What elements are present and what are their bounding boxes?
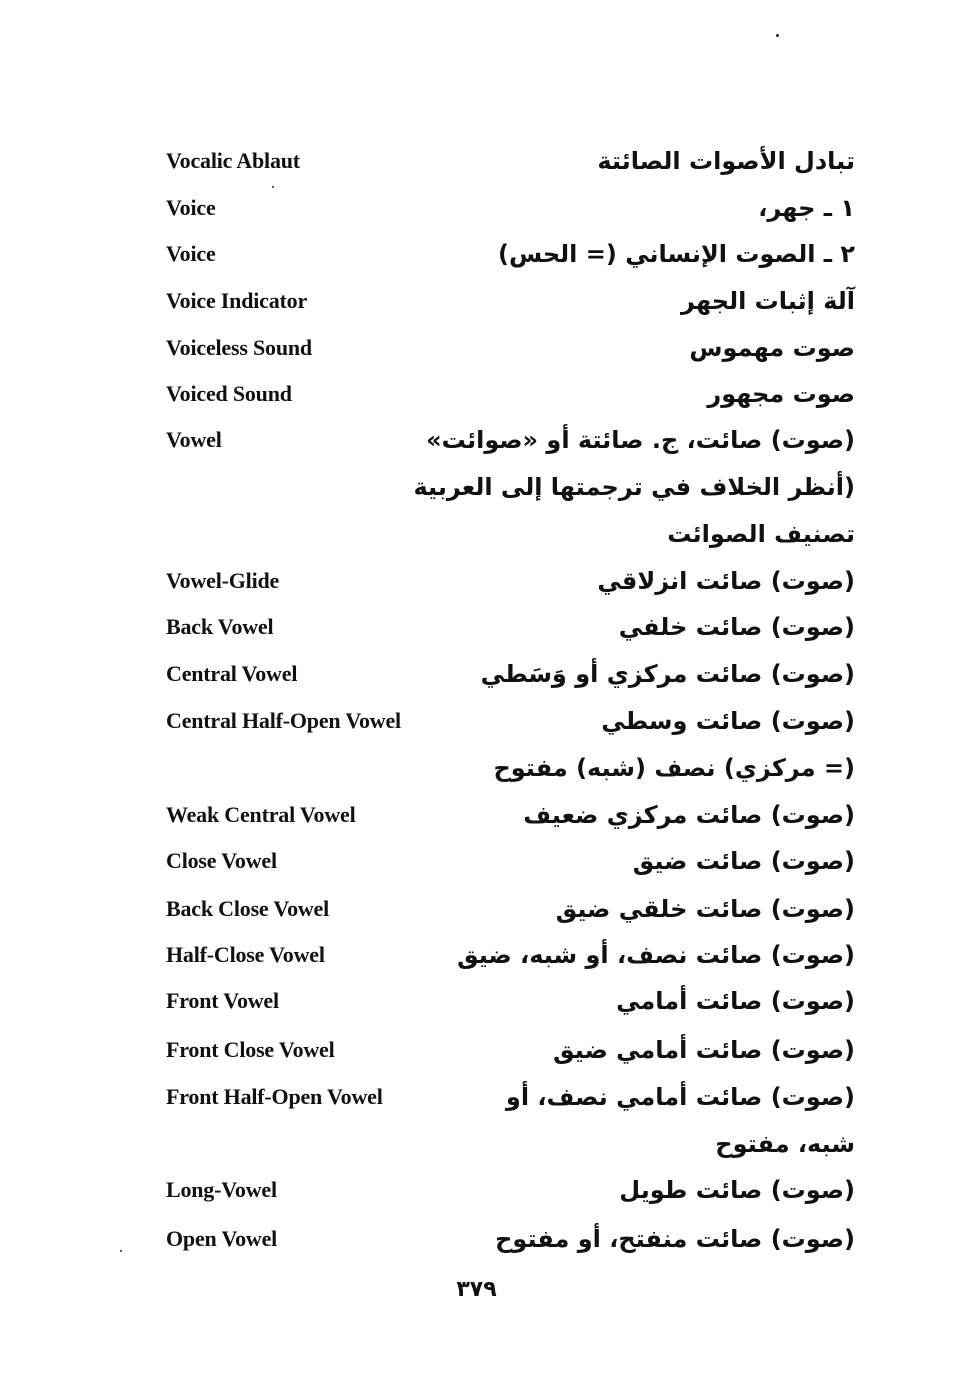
english-term: Long-Vowel bbox=[166, 1177, 277, 1202]
entry-row bbox=[0, 566, 953, 606]
entry-row bbox=[0, 940, 953, 980]
english-term: Vowel bbox=[166, 427, 222, 452]
arabic-translation: (= مركزي) نصف (شبه) مفتوح bbox=[493, 754, 855, 782]
arabic-translation: صوت مجهور bbox=[707, 380, 855, 408]
entry-row bbox=[0, 239, 953, 279]
arabic-translation: ١ ـ جهر، bbox=[758, 194, 855, 222]
arabic-translation: (صوت) صائت مركزي أو وَسَطي bbox=[480, 660, 855, 688]
english-term: Voiced Sound bbox=[166, 381, 292, 406]
arabic-translation: (صوت) صائت، ج. صائتة أو «صوائت» bbox=[426, 426, 855, 454]
english-term: Voice bbox=[166, 195, 216, 220]
arabic-translation: (صوت) صائت طويل bbox=[619, 1176, 855, 1204]
arabic-translation: (صوت) صائت وسطي bbox=[601, 707, 855, 735]
entry-row bbox=[0, 146, 953, 186]
entry-row bbox=[0, 986, 953, 1026]
entry-row bbox=[0, 1129, 953, 1169]
arabic-translation: ٢ ـ الصوت الإنساني (= الحس) bbox=[497, 240, 855, 268]
entry-row bbox=[0, 519, 953, 559]
arabic-translation: (صوت) صائت مركزي ضعيف bbox=[523, 801, 855, 829]
english-term: Voice bbox=[166, 241, 216, 266]
arabic-translation: (صوت) صائت خلقي ضيق bbox=[555, 895, 855, 923]
scan-speck bbox=[272, 186, 274, 188]
entry-row bbox=[0, 706, 953, 746]
entry-row bbox=[0, 1175, 953, 1215]
english-term: Voiceless Sound bbox=[166, 335, 312, 360]
entry-row bbox=[0, 193, 953, 233]
entry-row bbox=[0, 1035, 953, 1075]
entry-row bbox=[0, 1224, 953, 1264]
english-term: Back Close Vowel bbox=[166, 896, 330, 921]
entry-row bbox=[0, 659, 953, 699]
english-term: Voice Indicator bbox=[166, 288, 308, 313]
arabic-translation: تصنيف الصوائت bbox=[667, 520, 855, 548]
entry-row bbox=[0, 1082, 953, 1122]
entry-row bbox=[0, 894, 953, 934]
entry-row bbox=[0, 800, 953, 840]
english-term: Open Vowel bbox=[166, 1226, 278, 1251]
entry-row bbox=[0, 753, 953, 793]
page-number: ٣٧٩ bbox=[456, 1277, 497, 1302]
english-term: Central Vowel bbox=[166, 661, 298, 686]
arabic-translation: شبه، مفتوح bbox=[715, 1130, 855, 1158]
entry-row bbox=[0, 333, 953, 373]
arabic-translation: صوت مهموس bbox=[689, 334, 855, 362]
arabic-translation: (صوت) صائت نصف، أو شبه، ضيق bbox=[457, 941, 855, 969]
scan-speck bbox=[120, 1250, 122, 1252]
english-term: Back Vowel bbox=[166, 614, 274, 639]
english-term: Central Half-Open Vowel bbox=[166, 708, 401, 733]
entry-row bbox=[0, 472, 953, 512]
english-term: Vocalic Ablaut bbox=[166, 148, 300, 173]
entry-row bbox=[0, 379, 953, 419]
arabic-translation: (صوت) صائت أمامي bbox=[616, 987, 855, 1015]
english-term: Front Close Vowel bbox=[166, 1037, 335, 1062]
arabic-translation: (صوت) صائت أمامي ضيق bbox=[553, 1036, 855, 1064]
english-term: Close Vowel bbox=[166, 848, 277, 873]
english-term: Vowel-Glide bbox=[166, 568, 280, 593]
english-term: Front Half-Open Vowel bbox=[166, 1084, 383, 1109]
arabic-translation: آلة إثبات الجهر bbox=[681, 287, 855, 315]
arabic-translation: (أنظر الخلاف في ترجمتها إلى العربية bbox=[413, 473, 855, 501]
english-term: Front Vowel bbox=[166, 988, 279, 1013]
arabic-translation: (صوت) صائت خلفي bbox=[618, 613, 855, 641]
entry-row bbox=[0, 286, 953, 326]
english-term: Half-Close Vowel bbox=[166, 942, 325, 967]
arabic-translation: (صوت) صائت ضيق bbox=[632, 847, 855, 875]
entry-row bbox=[0, 846, 953, 886]
entry-row bbox=[0, 612, 953, 652]
entry-row bbox=[0, 425, 953, 465]
arabic-translation: تبادل الأصوات الصائتة bbox=[597, 147, 855, 175]
arabic-translation: (صوت) صائت أمامي نصف، أو bbox=[505, 1083, 855, 1111]
scan-speck bbox=[776, 34, 779, 37]
arabic-translation: (صوت) صائت انزلاقي bbox=[597, 567, 855, 595]
arabic-translation: (صوت) صائت منفتح، أو مفتوح bbox=[495, 1225, 855, 1253]
english-term: Weak Central Vowel bbox=[166, 802, 356, 827]
